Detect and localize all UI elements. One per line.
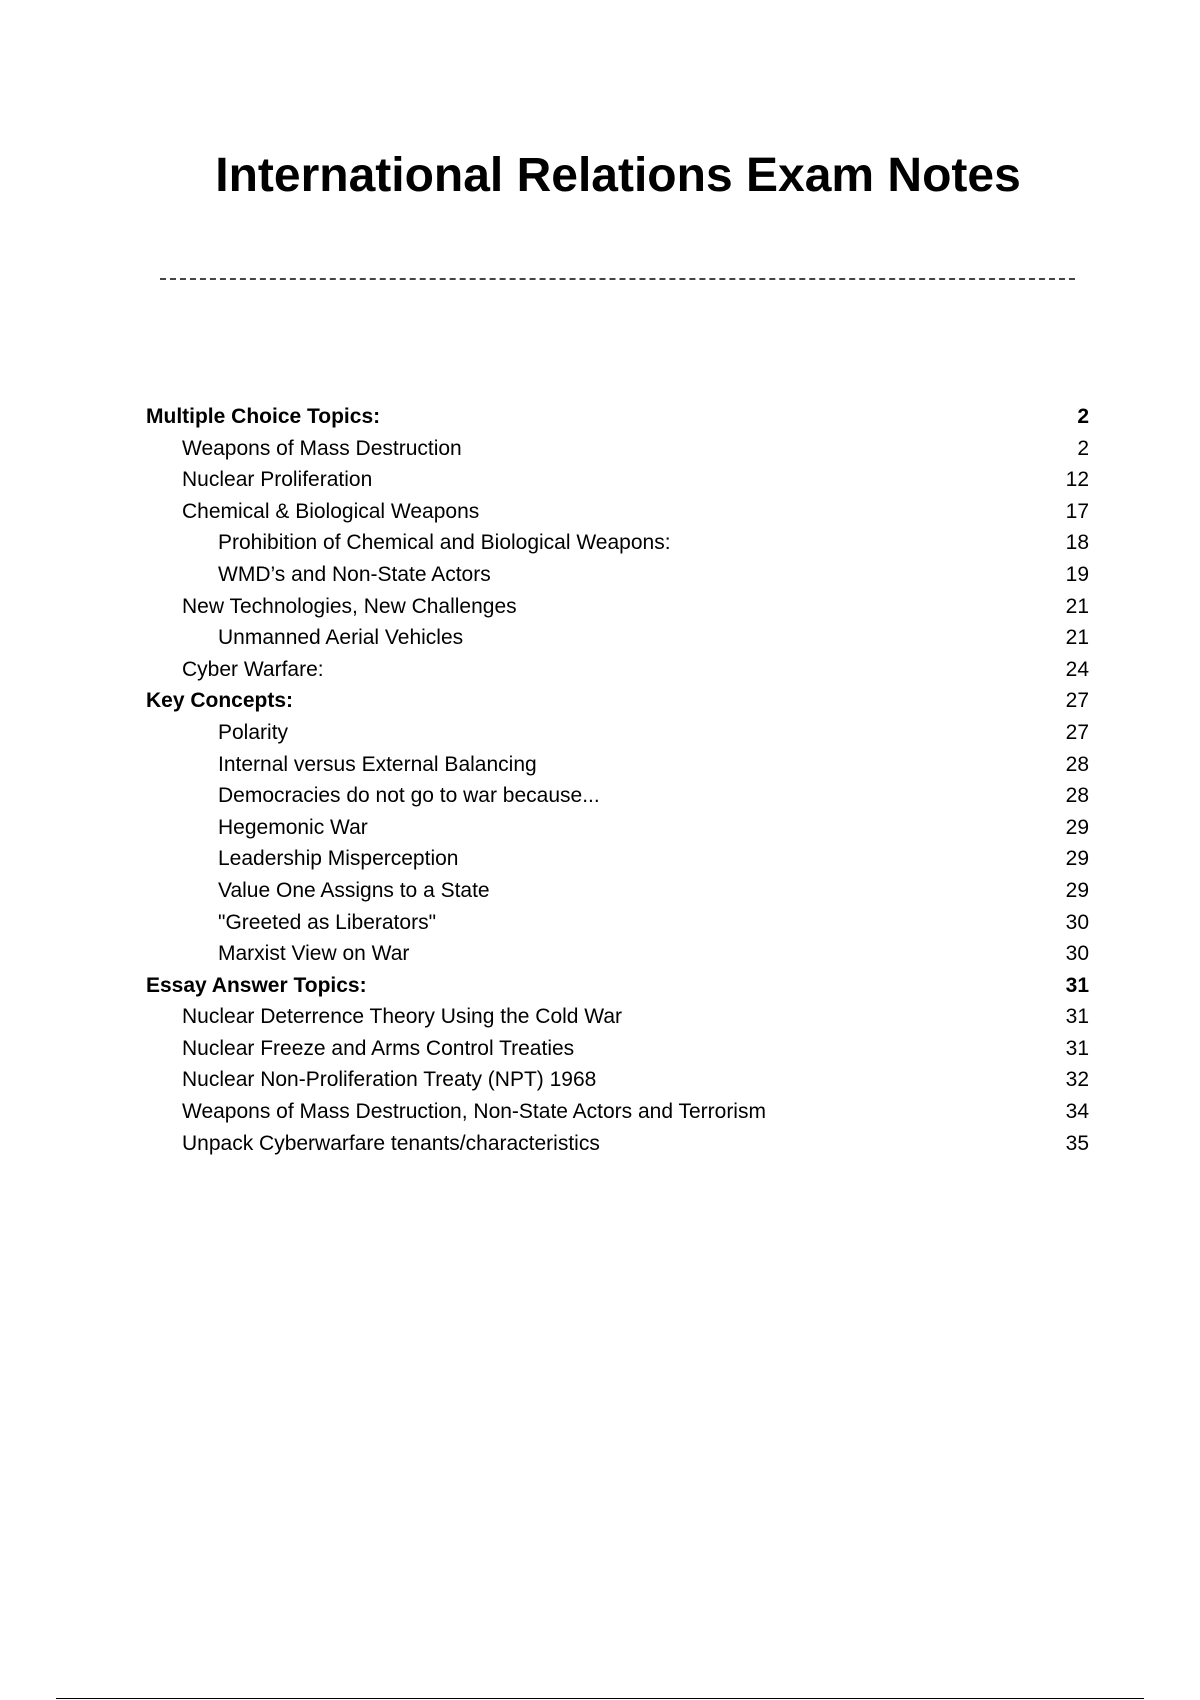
toc-page-number: 2 bbox=[1077, 405, 1089, 428]
toc-entry-label: Hegemonic War bbox=[218, 815, 368, 839]
toc-entry[interactable] bbox=[146, 1128, 1089, 1160]
toc-page-number: 28 bbox=[1065, 752, 1089, 776]
document-title: International Relations Exam Notes bbox=[215, 149, 1021, 202]
toc-page-number: 28 bbox=[1065, 784, 1089, 808]
toc-entry-label: New Technologies, New Challenges bbox=[182, 594, 517, 618]
toc-entry-label: Cyber Warfare: bbox=[182, 657, 324, 681]
toc-section-heading[interactable] bbox=[146, 685, 1089, 717]
toc-entry-label: WMD’s and Non-State Actors bbox=[218, 562, 491, 586]
toc-entry-label: Nuclear Freeze and Arms Control Treaties bbox=[182, 1036, 575, 1060]
toc-page-number: 35 bbox=[1065, 1131, 1089, 1155]
toc-entry[interactable] bbox=[146, 717, 1089, 749]
toc-page-number: 27 bbox=[1065, 689, 1089, 713]
toc-entry-label: Unpack Cyberwarfare tenants/characteristics bbox=[182, 1131, 600, 1155]
toc-page-number: 24 bbox=[1065, 657, 1089, 681]
toc-page-number: 19 bbox=[1065, 562, 1089, 586]
toc-entry-label: Weapons of Mass Destruction, Non-State Actors and Terrorism bbox=[182, 1100, 766, 1124]
toc-entry-label: Democracies do not go to war because... bbox=[218, 784, 600, 808]
toc-entry[interactable] bbox=[146, 875, 1089, 907]
toc-entry[interactable] bbox=[146, 1064, 1089, 1096]
toc-entry[interactable] bbox=[146, 938, 1089, 970]
toc-section-heading[interactable] bbox=[146, 970, 1089, 1002]
toc-page-number: 31 bbox=[1065, 1036, 1089, 1060]
toc-entry[interactable] bbox=[146, 780, 1089, 812]
toc-entry[interactable] bbox=[146, 527, 1089, 559]
title-separator bbox=[160, 278, 1075, 280]
toc-page-number: 32 bbox=[1065, 1068, 1089, 1092]
toc-page-number: 31 bbox=[1065, 1005, 1089, 1029]
toc-entry-label: "Greeted as Liberators" bbox=[218, 910, 437, 934]
toc-page-number: 30 bbox=[1065, 942, 1089, 966]
toc-page-number: 21 bbox=[1065, 594, 1089, 618]
toc-entry-label: Nuclear Non-Proliferation Treaty (NPT) 1968 bbox=[182, 1068, 597, 1092]
toc-page-number: 29 bbox=[1065, 815, 1089, 839]
toc-page-number: 2 bbox=[1077, 436, 1089, 460]
toc-page-number: 12 bbox=[1065, 468, 1089, 492]
toc-entry-label: Value One Assigns to a State bbox=[218, 878, 490, 902]
toc-entry[interactable] bbox=[146, 433, 1089, 465]
toc-page-number: 27 bbox=[1065, 720, 1089, 744]
page-footer-rule bbox=[56, 1698, 1144, 1699]
toc-entry[interactable] bbox=[146, 654, 1089, 686]
toc-entry-label: Unmanned Aerial Vehicles bbox=[218, 626, 464, 650]
toc-entry-label: Internal versus External Balancing bbox=[218, 752, 537, 776]
toc-entry-label: Multiple Choice Topics: bbox=[146, 405, 381, 428]
toc-entry-label: Polarity bbox=[218, 720, 289, 744]
toc-entry-label: Marxist View on War bbox=[218, 942, 410, 966]
toc-entry[interactable] bbox=[146, 559, 1089, 591]
toc-entry[interactable] bbox=[146, 812, 1089, 844]
toc-page-number: 29 bbox=[1065, 847, 1089, 871]
toc-page-number: 30 bbox=[1065, 910, 1089, 934]
toc-entry[interactable] bbox=[146, 1001, 1089, 1033]
toc-entry[interactable] bbox=[146, 1096, 1089, 1128]
toc-entry[interactable] bbox=[146, 1033, 1089, 1065]
toc-entry[interactable] bbox=[146, 622, 1089, 654]
toc-entry-label: Leadership Misperception bbox=[218, 847, 459, 871]
toc-page-number: 29 bbox=[1065, 878, 1089, 902]
toc-entry[interactable] bbox=[146, 907, 1089, 939]
toc-page-number: 31 bbox=[1065, 973, 1089, 997]
toc-entry-label: Nuclear Deterrence Theory Using the Cold War bbox=[182, 1005, 623, 1029]
toc-entry-label: Weapons of Mass Destruction bbox=[182, 436, 462, 460]
toc-page-number: 21 bbox=[1065, 626, 1089, 650]
table-of-contents bbox=[146, 401, 1089, 1159]
toc-entry-label: Chemical & Biological Weapons bbox=[182, 499, 480, 523]
toc-entry[interactable] bbox=[146, 843, 1089, 875]
toc-page-number: 17 bbox=[1065, 499, 1089, 523]
toc-entry[interactable] bbox=[146, 749, 1089, 781]
toc-section-heading[interactable] bbox=[146, 401, 1089, 433]
toc-entry[interactable] bbox=[146, 591, 1089, 623]
toc-entry-label: Essay Answer Topics: bbox=[146, 973, 367, 997]
toc-entry[interactable] bbox=[146, 496, 1089, 528]
toc-page-number: 18 bbox=[1065, 531, 1089, 555]
toc-page-number: 34 bbox=[1065, 1100, 1089, 1124]
toc-entry-label: Nuclear Proliferation bbox=[182, 468, 373, 492]
toc-entry[interactable] bbox=[146, 464, 1089, 496]
toc-entry-label: Prohibition of Chemical and Biological Weapons: bbox=[218, 531, 671, 555]
toc-entry-label: Key Concepts: bbox=[146, 689, 294, 713]
